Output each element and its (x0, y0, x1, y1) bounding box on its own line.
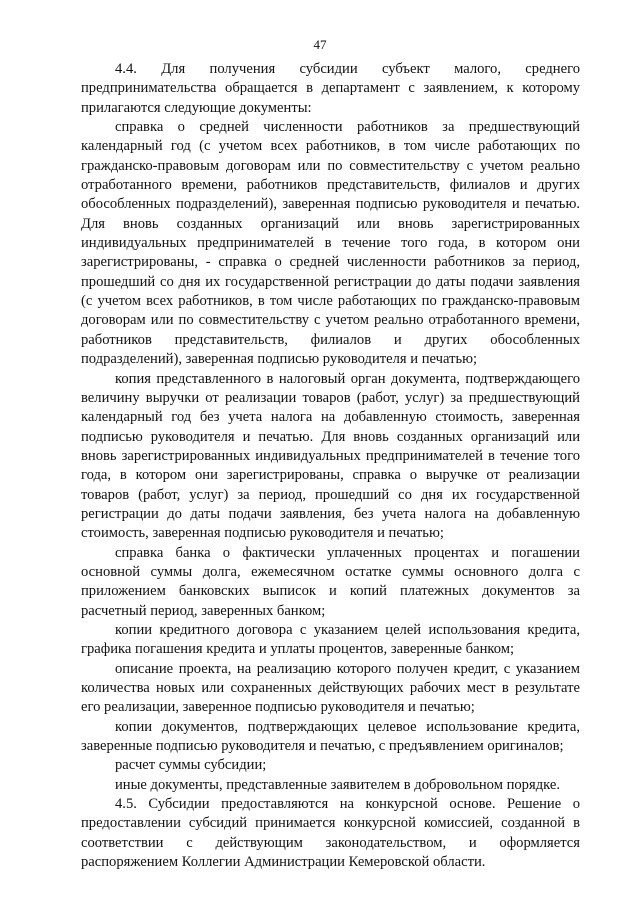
paragraph-4-5-competition: 4.5. Субсидии предоставляются на конкурсной основе. Решение о предоставлении субсидий принимается конкурсной комиссией, созданной в соответствии с действующим законодательством, и оформляется распоряжением Коллегии Администрации Кемеровской области. (81, 796, 580, 871)
paragraph-credit-agreement-copies: копии кредитного договора с указанием целей использования кредита, графика погашения кредита и уплаты процентов, заверенные банком; (81, 621, 580, 658)
paragraph-subsidy-calculation: расчет суммы субсидии; (115, 757, 267, 774)
paragraph-other-documents: иные документы, представленные заявителем в добровольном порядке. (115, 776, 560, 793)
paragraph-4-4-intro: 4.4. Для получения субсидии субъект малого, среднего предпринимательства обращается в департамент с заявлением, к которому прилагаются следующие документы: (81, 61, 580, 116)
paragraph-employee-count-certificate: справка о средней численности работников за предшествующий календарный год (с учетом всех работников, в том числе работающих по гражданско-правовым договорам или по совместительству с учетом реально отработанного времени, работников представительств, филиалов и других обособленных подразделений), заверенная подписью руководителя и печатью. Для вновь созданных организаций или вновь зарегистрированных индивидуальных предпринимателей в течение того года, в котором они зарегистрированы, - справка о средней численности работников за период, прошедший со дня их государственной регистрации до даты подачи заявления (с учетом всех работников, в том числе работающих по гражданско-правовым договорам или по совместительству с учетом реально отработанного времени, работников представительств, филиалов и других обособленных подразделений), заверенная подписью руководителя и печатью; (81, 119, 580, 368)
page-number: 47 (313, 37, 327, 52)
document-body (81, 60, 580, 872)
paragraph-bank-certificate: справка банка о фактически уплаченных процентах и погашении основной суммы долга, ежемесячном остатке суммы основного долга с приложением банковских выписок и копий платежных документов за расчетный период, заверенных банком; (81, 544, 580, 619)
paragraph-revenue-document-copy: копия представленного в налоговый орган документа, подтверждающего величину выручки от реализации товаров (работ, услуг) за предшествующий календарный год без учета налога на добавленную стоимость, заверенная подписью руководителя и печатью. Для вновь созданных организаций или вновь зарегистрированных индивидуальных предпринимателей в течение того года, в котором они зарегистрированы, справка о выручке от реализации товаров (работ, услуг) за период, прошедший со дня их государственной регистрации до даты подачи заявления, без учета налога на добавленную стоимость, заверенная подписью руководителя и печатью; (81, 370, 580, 542)
paragraph-project-description: описание проекта, на реализацию которого получен кредит, с указанием количества новых или сохраненных действующих рабочих мест в результате его реализации, заверенное подписью руководителя и печатью; (81, 660, 580, 716)
paragraph-target-use-documents: копии документов, подтверждающих целевое использование кредита, заверенные подписью руководителя и печатью, с предъявлением оригиналов; (81, 718, 580, 755)
